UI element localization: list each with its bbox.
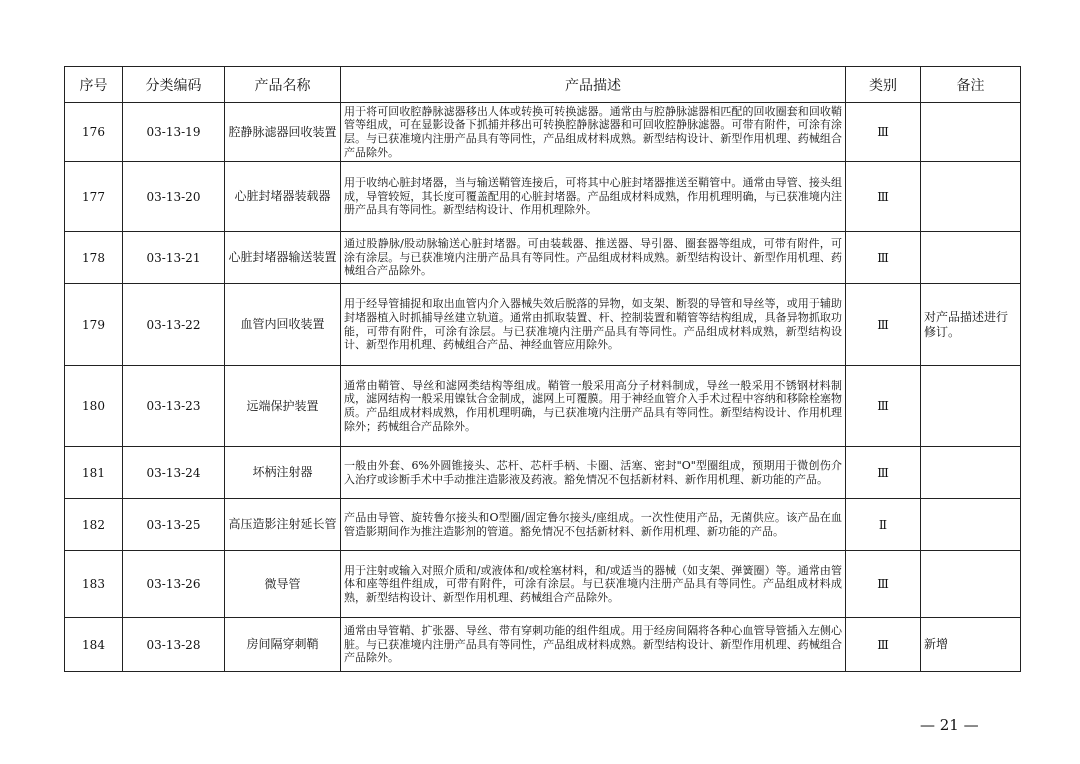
header-code: 分类编码: [123, 67, 225, 103]
cell-code: 03-13-22: [123, 284, 225, 366]
cell-class: Ⅲ: [846, 162, 921, 232]
cell-name: 远端保护装置: [225, 366, 341, 447]
page-number: — 21 —: [920, 716, 979, 734]
header-name: 产品名称: [225, 67, 341, 103]
table-row: [65, 284, 1021, 366]
cell-class: Ⅲ: [846, 232, 921, 284]
cell-note: [921, 551, 1021, 618]
cell-seq: 178: [65, 232, 123, 284]
cell-code: 03-13-19: [123, 103, 225, 162]
cell-class: Ⅲ: [846, 366, 921, 447]
table-row: [65, 499, 1021, 551]
cell-seq: 176: [65, 103, 123, 162]
table-row: [65, 447, 1021, 499]
cell-name: 高压造影注射延长管: [225, 499, 341, 551]
cell-note: [921, 232, 1021, 284]
header-class: 类别: [846, 67, 921, 103]
cell-name: 心脏封堵器装载器: [225, 162, 341, 232]
cell-class: Ⅱ: [846, 499, 921, 551]
header-desc: 产品描述: [341, 67, 846, 103]
device-catalog-table: [64, 66, 1021, 672]
cell-code: 03-13-20: [123, 162, 225, 232]
cell-note: [921, 162, 1021, 232]
cell-note: [921, 447, 1021, 499]
table-row: [65, 103, 1021, 162]
cell-class: Ⅲ: [846, 551, 921, 618]
table-row: [65, 551, 1021, 618]
cell-desc: 用于经导管捕捉和取出血管内介入器械失效后脱落的异物，如支架、断裂的导管和导丝等，或用于辅助封堵器植入时抓捕导丝建立轨道。通常由抓取装置、杆、控制装置和鞘管等结构组成，具备异物抓取功能，可带有附件，可涂有涂层。与已获准境内注册产品具有等同性。产品组成材料成熟，新型结构设计、新型作用机理、药械组合产品、神经血管应用除外。: [341, 284, 846, 366]
cell-class: Ⅲ: [846, 618, 921, 672]
cell-desc: 通过股静脉/股动脉输送心脏封堵器。可由装载器、推送器、导引器、圈套器等组成，可带有附件，可涂有涂层。与已获准境内注册产品具有等同性。产品组成材料成熟。新型结构设计、新型作用机理、药械组合产品除外。: [341, 232, 846, 284]
cell-seq: 179: [65, 284, 123, 366]
header-seq: 序号: [65, 67, 123, 103]
cell-note: 新增: [921, 618, 1021, 672]
cell-desc: 通常由导管鞘、扩张器、导丝、带有穿刺功能的组件组成。用于经房间隔将各种心血管导管插入左侧心脏。与已获准境内注册产品具有等同性，产品组成材料成熟。新型结构设计、新型作用机理、药械组合产品除外。: [341, 618, 846, 672]
cell-desc: 通常由鞘管、导丝和滤网类结构等组成。鞘管一般采用高分子材料制成，导丝一般采用不锈钢材料制成，滤网结构一般采用镍钛合金制成，滤网上可覆膜。用于神经血管介入手术过程中容纳和移除栓塞物质。产品组成材料成熟，作用机理明确，与已获准境内注册产品具有等同性。新型结构设计、作用机理除外；药械组合产品除外。: [341, 366, 846, 447]
cell-code: 03-13-21: [123, 232, 225, 284]
table-row: [65, 162, 1021, 232]
cell-class: Ⅲ: [846, 284, 921, 366]
cell-class: Ⅲ: [846, 447, 921, 499]
cell-seq: 180: [65, 366, 123, 447]
cell-name: 腔静脉滤器回收装置: [225, 103, 341, 162]
cell-desc: 产品由导管、旋转鲁尔接头和O型圈/固定鲁尔接头/座组成。一次性使用产品，无菌供应。该产品在血管造影期间作为推注造影剂的管道。豁免情况不包括新材料、新作用机理、新功能的产品。: [341, 499, 846, 551]
cell-code: 03-13-24: [123, 447, 225, 499]
cell-class: Ⅲ: [846, 103, 921, 162]
cell-desc: 用于将可回收腔静脉滤器移出人体或转换可转换滤器。通常由与腔静脉滤器相匹配的回收圈套和回收鞘管等组成，可在显影设备下抓捕并移出可转换腔静脉滤器和可回收腔静脉滤器。可带有附件，可涂有涂层。与已获准境内注册产品具有等同性，产品组成材料成熟。新型结构设计、新型作用机理、药械组合产品除外。: [341, 103, 846, 162]
header-note: 备注: [921, 67, 1021, 103]
cell-name: 心脏封堵器输送装置: [225, 232, 341, 284]
cell-code: 03-13-25: [123, 499, 225, 551]
cell-seq: 177: [65, 162, 123, 232]
cell-name: 房间隔穿刺鞘: [225, 618, 341, 672]
cell-code: 03-13-26: [123, 551, 225, 618]
cell-code: 03-13-28: [123, 618, 225, 672]
cell-name: 血管内回收装置: [225, 284, 341, 366]
cell-seq: 182: [65, 499, 123, 551]
cell-note: [921, 103, 1021, 162]
table-row: [65, 232, 1021, 284]
cell-note: [921, 499, 1021, 551]
cell-note: [921, 366, 1021, 447]
cell-code: 03-13-23: [123, 366, 225, 447]
cell-name: 微导管: [225, 551, 341, 618]
cell-seq: 183: [65, 551, 123, 618]
cell-desc: 用于收纳心脏封堵器，当与输送鞘管连接后，可将其中心脏封堵器推送至鞘管中。通常由导管、接头组成，导管较短，其长度可覆盖配用的心脏封堵器。产品组成材料成熟，作用机理明确，与已获准境内注册产品具有等同性。新型结构设计、作用机理除外。: [341, 162, 846, 232]
table-row: [65, 618, 1021, 672]
header-row: [65, 67, 1021, 103]
cell-seq: 181: [65, 447, 123, 499]
cell-seq: 184: [65, 618, 123, 672]
cell-desc: 用于注射或输入对照介质和/或液体和/或栓塞材料，和/或适当的器械（如支架、弹簧圈）等。通常由管体和座等组件组成，可带有附件，可涂有涂层。与已获准境内注册产品具有等同性。产品组成材料成熟，新型结构设计、新型作用机理、药械组合产品除外。: [341, 551, 846, 618]
cell-desc: 一般由外套、6%外圆锥接头、芯杆、芯杆手柄、卡圈、活塞、密封"O"型圈组成，预期用于微创伤介入治疗或诊断手术中手动推注造影液及药液。豁免情况不包括新材料、新作用机理、新功能的产品。: [341, 447, 846, 499]
cell-name: 坏柄注射器: [225, 447, 341, 499]
table-row: [65, 366, 1021, 447]
cell-note: 对产品描述进行修订。: [921, 284, 1021, 366]
